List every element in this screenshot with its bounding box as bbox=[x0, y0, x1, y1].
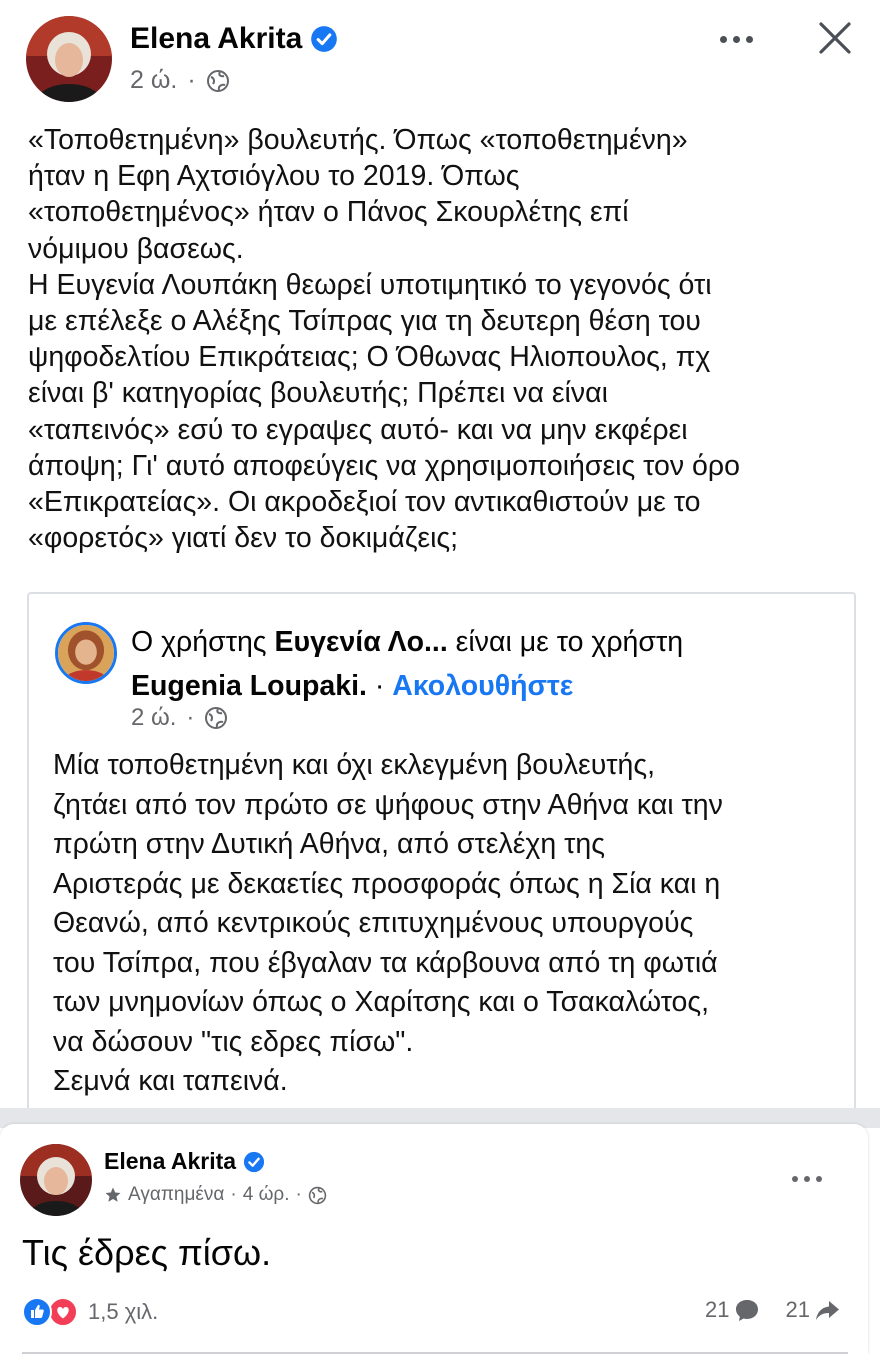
shared-text-line: των μνημονίων όπως ο Χαρίτσης και ο Τσακαλώτος, bbox=[53, 986, 710, 1018]
author-name[interactable]: Elena Akrita bbox=[104, 1148, 265, 1175]
post-text-line: είναι β' κατηγορίας βουλευτής; Πρέπει να είναι bbox=[28, 377, 608, 410]
shared-post-card[interactable] bbox=[27, 592, 856, 1108]
post-text-line: «τοποθετημένος» ήταν ο Πάνος Σκουρλέτης επί bbox=[28, 196, 629, 229]
post-time[interactable]: 4 ώρ. bbox=[242, 1184, 290, 1205]
shared-text-line: Θεανώ, από κεντρικούς επιτυχημένους υπουργούς bbox=[53, 907, 694, 939]
post-text-line: με επέλεξε ο Αλέξης Τσίπρας για τη δευτερη θέση του bbox=[28, 305, 701, 338]
share-icon bbox=[814, 1297, 840, 1323]
star-icon bbox=[104, 1186, 122, 1204]
like-reaction-icon bbox=[22, 1297, 52, 1327]
close-icon[interactable] bbox=[815, 18, 855, 58]
shared-text-line: Μία τοποθετημένη και όχι εκλεγμένη βουλευτής, bbox=[53, 749, 656, 781]
comment-icon bbox=[734, 1297, 760, 1323]
post-text-line: Η Ευγενία Λουπάκη θεωρεί υποτιμητικό το γεγονός ότι bbox=[28, 268, 712, 301]
shared-author-name[interactable]: Ευγενία Λο... bbox=[274, 626, 448, 658]
shared-post-time[interactable]: 2 ώ. bbox=[131, 704, 177, 731]
tagged-user-name[interactable]: Eugenia Loupaki. bbox=[131, 670, 367, 702]
post-text-line: ψηφοδελτίου Επικράτειας; Ο Όθωνας Ηλιοπουλος, πχ bbox=[28, 341, 711, 374]
more-options-icon[interactable] bbox=[792, 1176, 822, 1182]
comment-post bbox=[0, 1124, 868, 1354]
author-avatar[interactable] bbox=[26, 16, 112, 102]
post-meta bbox=[130, 66, 230, 95]
favorites-label: Αγαπημένα bbox=[128, 1184, 225, 1205]
post-text-line: νόμιμου βασεως. bbox=[28, 232, 244, 265]
post-text: Τις έδρες πίσω. bbox=[22, 1232, 272, 1273]
globe-icon bbox=[206, 69, 230, 93]
post-time[interactable]: 2 ώ. bbox=[130, 66, 178, 94]
shared-text-line: του Τσίπρα, που έβγαλαν τα κάρβουνα από τη φωτιά bbox=[53, 946, 718, 979]
reactions-count[interactable]: 1,5 χιλ. bbox=[88, 1299, 159, 1324]
verified-badge-icon bbox=[310, 25, 338, 53]
shared-post-meta: 2 ώ. · bbox=[131, 704, 228, 732]
author-avatar[interactable] bbox=[20, 1144, 92, 1216]
shared-text-line: Σεμνά και ταπεινά. bbox=[53, 1065, 288, 1097]
meta-separator: · bbox=[187, 66, 196, 94]
post-text-line: ήταν η Εφη Αχτσιόγλου το 2019. Όπως bbox=[28, 160, 520, 193]
verified-badge-icon bbox=[243, 1151, 265, 1173]
post-text-line: «ταπεινός» εσύ το εγραψες αυτό- και να μην εκφέρει bbox=[28, 413, 688, 446]
shared-post-text bbox=[53, 746, 853, 1102]
post-meta: Αγαπημένα · 4 ώρ. · bbox=[104, 1184, 327, 1206]
love-reaction-icon bbox=[48, 1297, 78, 1327]
shared-text-line: ζητάει από τον πρώτο σε ψήφους στην Αθήνα και την bbox=[53, 788, 723, 821]
shared-text-line: να δώσουν "τις εδρες πίσω". bbox=[53, 1025, 414, 1058]
globe-icon bbox=[308, 1186, 327, 1205]
engagement-counts bbox=[705, 1297, 840, 1323]
post-text bbox=[28, 122, 868, 556]
shared-author-avatar[interactable] bbox=[55, 622, 117, 684]
post-text-line: άποψη; Γι' αυτό αποφεύγεις να χρησιμοποιήσεις τον όρο bbox=[28, 449, 740, 482]
shares-count[interactable]: 21 bbox=[786, 1297, 840, 1323]
shared-text-line: Αριστεράς με δεκαετίες προσφοράς όπως η Σία και η bbox=[53, 867, 721, 900]
post-text-line: «Τοποθετημένη» βουλευτής. Όπως «τοποθετημένη» bbox=[28, 124, 688, 156]
shared-post-header: Ο χρήστης Ευγενία Λο... είναι με το χρήστη Eugenia Loupaki. · Ακολουθήστε bbox=[131, 626, 684, 702]
post-text-line: «φορετός» γιατί δεν το δοκιμάζεις; bbox=[28, 522, 459, 555]
reactions-summary[interactable] bbox=[22, 1297, 158, 1327]
more-options-icon[interactable] bbox=[720, 36, 753, 43]
globe-icon bbox=[204, 706, 228, 730]
comments-count[interactable]: 21 bbox=[705, 1297, 759, 1323]
author-name[interactable]: Elena Akrita bbox=[130, 22, 338, 56]
post-text-line: «Επικρατείας». Οι ακροδεξιοί τον αντικαθιστούν με το bbox=[28, 486, 701, 519]
shared-text-line: πρώτη στην Δυτική Αθήνα, από στελέχη της bbox=[53, 828, 605, 860]
follow-link[interactable]: Ακολουθήστε bbox=[392, 670, 574, 702]
